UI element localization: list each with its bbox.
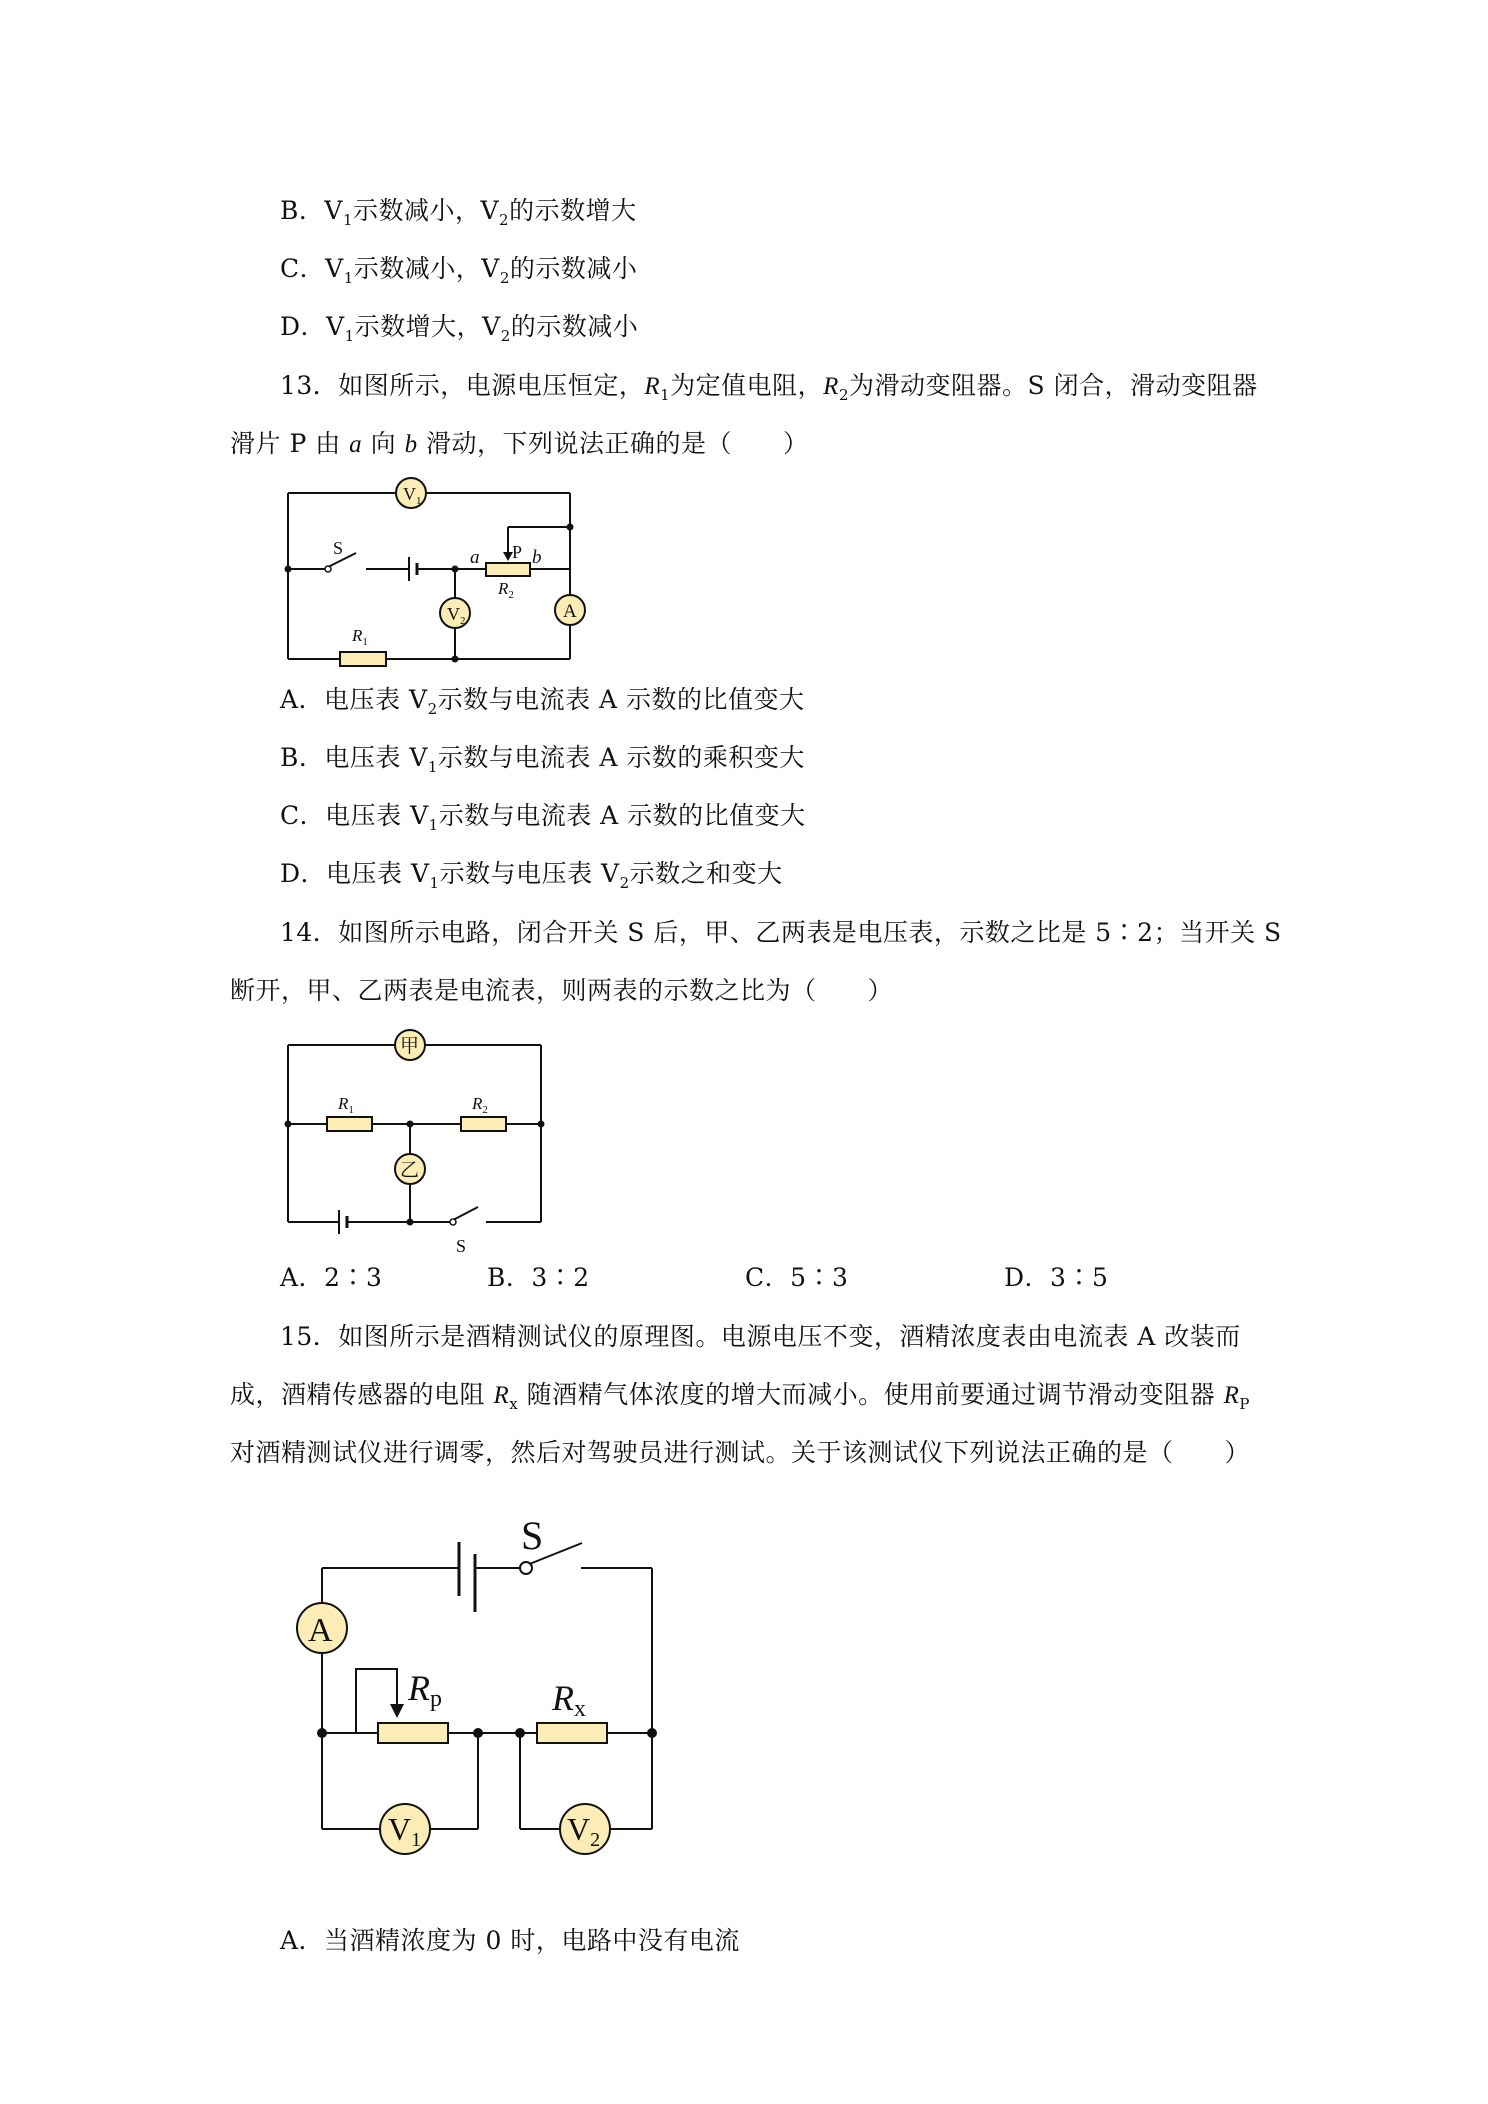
q13-b-end-label: b xyxy=(532,547,542,568)
q15-slider-arrow xyxy=(390,1704,404,1718)
q15-rp-label: Rp xyxy=(408,1668,442,1712)
q13-r1-label: $R_1$ xyxy=(352,626,368,648)
q13-s-label: S xyxy=(333,538,344,558)
q13-v2-label: $V_2$ xyxy=(447,604,466,627)
q13-a-label: A xyxy=(563,601,577,622)
q15-stem-line2: 成，酒精传感器的电阻 $R_x$ 随酒精气体浓度的增大而减小。使用前要通过调节滑动变阻器 $R_P$ xyxy=(230,1380,1250,1413)
q13-r2-label: $R_2$ xyxy=(498,579,514,601)
q12-option-d: D．$V_1$示数增大，$V_2$的示数减小 xyxy=(280,312,639,345)
q14-choice-b: B．3∶2 xyxy=(487,1263,590,1292)
q15-stem-line1: 15．如图所示是酒精测试仪的原理图。电源电压不变，酒精浓度表由电流表 A 改装而 xyxy=(280,1322,1241,1351)
q15-resistor-rp xyxy=(378,1723,448,1743)
q15-stem-line3: 对酒精测试仪进行调零，然后对驾驶员进行测试。关于该测试仪下列说法正确的是（ ） xyxy=(230,1438,1251,1467)
q14-yi-label: 乙 xyxy=(400,1160,420,1181)
q15-node xyxy=(647,1728,657,1738)
q15-node xyxy=(317,1728,327,1738)
q15-switch-contact xyxy=(520,1562,532,1574)
q15-rx-label: Rx xyxy=(552,1678,586,1722)
q15-a-label: A xyxy=(308,1612,333,1649)
q13-a-end-label: a xyxy=(470,547,480,568)
q13-option-d: D．电压表 $V_1$示数与电压表 $V_2$示数之和变大 xyxy=(280,859,783,892)
q15-v1-label: V1 xyxy=(388,1811,422,1851)
q13-option-b: B．电压表 $V_1$示数与电流表 A 示数的乘积变大 xyxy=(280,743,805,776)
q15-v2-label: V2 xyxy=(567,1811,601,1851)
q12-option-c: C．$V_1$示数减小，$V_2$的示数减小 xyxy=(280,254,638,287)
q14-stem-line2: 断开，甲、乙两表是电流表，则两表的示数之比为（ ） xyxy=(230,976,894,1005)
q15-resistor-rx xyxy=(537,1723,607,1743)
q14-s-label: S xyxy=(456,1236,467,1256)
q14-choice-d: D．3∶5 xyxy=(1004,1263,1109,1292)
q13-option-c: C．电压表 $V_1$示数与电流表 A 示数的比值变大 xyxy=(280,801,806,834)
q14-stem-line1: 14．如图所示电路，闭合开关 S 后，甲、乙两表是电压表，示数之比是 5∶2；当开关 S xyxy=(280,918,1282,947)
q14-choice-c: C．5∶3 xyxy=(745,1263,849,1292)
q14-r2-label: $R_2$ xyxy=(472,1094,488,1116)
q13-stem-line1: 13．如图所示，电源电压恒定，$R_1$为定值电阻，$R_2$为滑动变阻器。S 闭合，滑动变阻器 xyxy=(280,371,1258,404)
q15-node xyxy=(515,1728,525,1738)
q14-choice-a: A．2∶3 xyxy=(280,1263,383,1292)
q14-jia-label: 甲 xyxy=(400,1036,420,1057)
q14-r1-label: $R_1$ xyxy=(338,1094,354,1116)
q13-p-label: P xyxy=(512,542,523,562)
q13-v1-label: $V_1$ xyxy=(403,484,422,507)
q12-option-b: B．$V_1$示数减小，$V_2$的示数增大 xyxy=(280,196,637,229)
q13-option-a: A．电压表 $V_2$示数与电流表 A 示数的比值变大 xyxy=(280,685,805,718)
q15-node xyxy=(473,1728,483,1738)
q15-option-a: A．当酒精浓度为 0 时，电路中没有电流 xyxy=(280,1926,740,1955)
q15-s-label: S xyxy=(521,1513,544,1558)
q13-stem-line2: 滑片 P 由 a 向 b 滑动，下列说法正确的是（ ） xyxy=(230,429,809,458)
